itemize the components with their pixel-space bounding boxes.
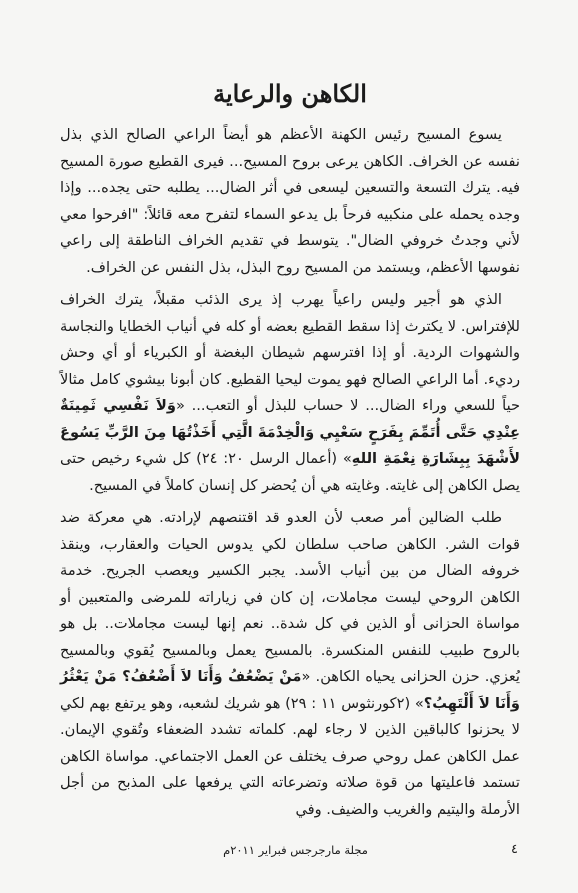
paragraph-2-text-before: الذي هو أجير وليس راعياً يهرب إذ يرى الذئب مقبلاً، يترك الخراف للإفتراس. لا يكترث إذا سقط القطيع بعضه أو كله في أنياب الخطايا والنجاسة والشهوات الردية. أو إذا افترسهم شيطان البغضة أو الكبرياء أو أي وحش رديء. أما الراعي الصالح فهو يموت ليحيا القطيع. كان أبونا بيشوي كامل مثالاً حياً للسعي وراء الضال... لا حساب للبذل أو التعب... « [60,291,520,414]
paragraph-1: يسوع المسيح رئيس الكهنة الأعظم هو أيضاً الراعي الصالح الذي بذل نفسه عن الخراف. الكاهن يرعى بروح المسيح... فيرى القطيع صورة المسيح فيه. يترك التسعة والتسعين ليسعى في أثر الضال... يطلبه حتى يجده... وإذا وجده يحمله على منكبيه فرحاً بل يدعو السماء لتفرح معه قائلاً: "افرحوا معي لأني وجدتُ خروفي الضال". يتوسط في تقديم الخراف الناطقة إلى راعي نفوسها الأعظم، ويستمد من المسيح روح البذل، بذل النفس عن الخراف. [60,126,520,276]
page-title: الكاهن والرعاية [213,79,367,108]
page-number: ٤ [511,842,518,857]
article-body [60,122,520,827]
paragraph-3-text-before: طلب الضالين أمر صعب لأن العدو قد اقتنصهم لإرادته. هي معركة ضد قوات الشر. الكاهن صاحب سلطان لكي يدوس الحيات والعقارب، وينقذ خروفه الضال من بين أنياب الأسد. يجبر الكسير ويعصب الجريح. خدمة الكاهن الروحي ليست مجاملات، إن كان في زياراته للمرضى والمتعبين أو مواساة الحزانى أو الذين في كل شدة.. نعم إنها ليست مجاملات.. بل هو بالروح طبيب للنفس المنكسرة. بالمسيح يعمل وبالمسيح يُقوي وبالمسيح يُعزي. حزن الحزانى يحياه الكاهن. « [60,509,520,685]
paragraph-3-bold-quote: مَنْ يَضْعُفُ وَأَنَا لاَ أَضْعُفُ؟ مَنْ يَعْثُرُ وَأَنَا لاَ أَلْتَهِبُ؟ [60,668,520,712]
journal-name: مجلة مارجرجس فبراير ٢٠١١م [223,842,368,857]
paragraph-3-text-after: » (٢كورنثوس ١١ : ٢٩) هو شريك لشعبه، وهو يرتفع بهم لكي لا يحزنوا كالباقين الذين لا رجاء لهم. كلماته تشدد الضعفاء وتُقوي الإيمان. عمل الكاهن عمل روحي صرف يختلف عن العمل الاجتماعي. مواساة الكاهن تستمد فاعليتها من قوة صلاته وتضرعاته التي يرفعها على المذبح من أجل الأرملة واليتيم والغريب والضيف. وفي [60,694,520,818]
paragraph-2 [60,287,520,499]
paragraph-2-text-after: » (أعمال الرسل ٢٠: ٢٤) كل شيء رخيص حتى يصل الكاهن إلى غايته. وغايته هي أن يُحضر كل إنسان كاملاً في المسيح. [60,450,520,494]
paragraph-2-bold-quote: وَلاَ نَفْسِي ثَمِينَةٌ عِنْدِي حَتَّى أُتَمِّمَ بِفَرَحٍ سَعْيِي وَالْخِدْمَةَ الَّتِي أَخَذْتُهَا مِنَ الرَّبِّ يَسُوعَ لأَشْهَدَ بِبِشَارَةِ نِعْمَةِ اللهِ [60,397,520,467]
page-footer [60,842,518,857]
paragraph-3 [60,505,520,823]
